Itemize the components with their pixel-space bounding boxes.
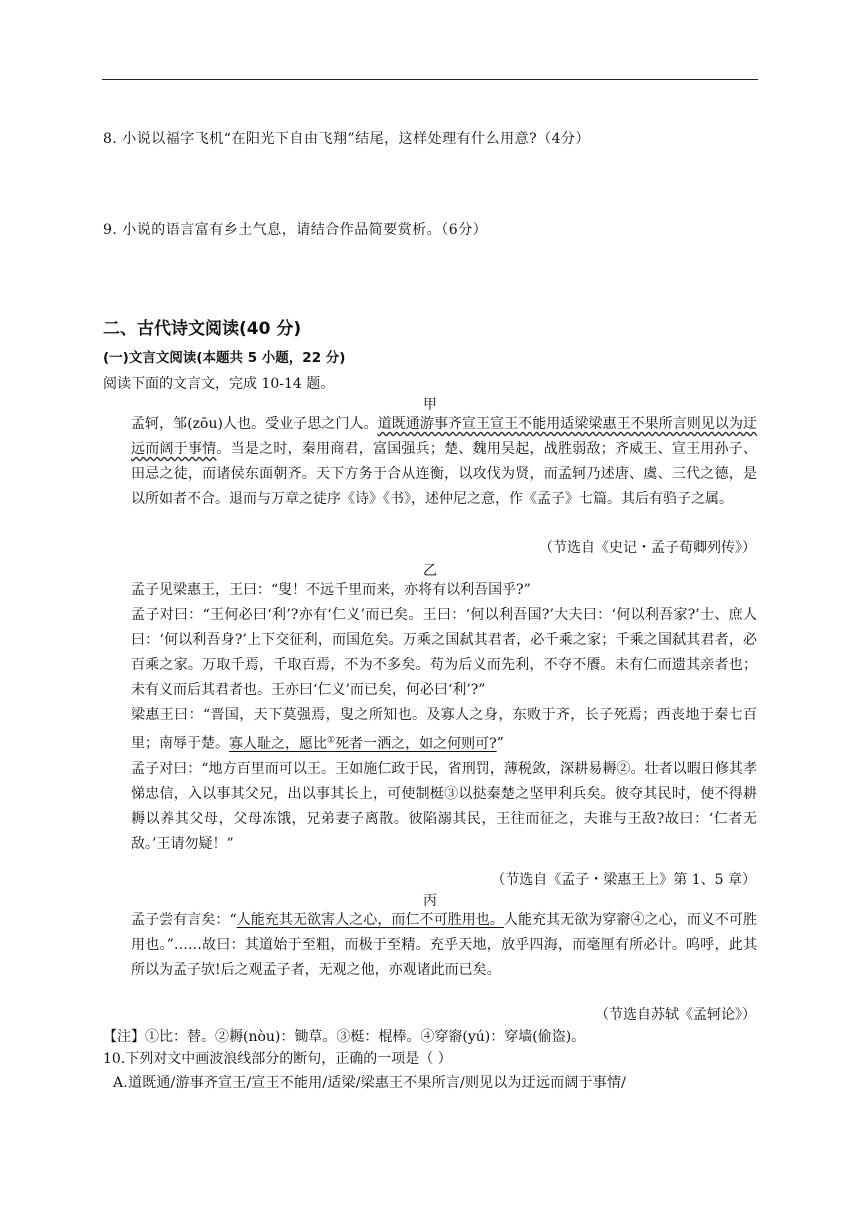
question-9: 9. 小说的语言富有乡土气息，请结合作品简要赏析。（6分） bbox=[103, 222, 488, 238]
source-jia: （节选自《史记・孟子荀卿列传》） bbox=[539, 540, 756, 556]
header-rule bbox=[102, 79, 758, 80]
question-8: 8. 小说以福字飞机“在阳光下自由飞翔”结尾，这样处理有什么用意?（4分） bbox=[103, 131, 591, 147]
passage-jia bbox=[103, 412, 757, 512]
yi-p3-underline-b: 死者一洒之，如之何则可? bbox=[335, 735, 497, 752]
bing-underline-text: 人能充其无欲害人之心，而仁不可胜用也。 bbox=[236, 912, 504, 928]
yi-paragraph-4: 孟子对曰：“地方百里而可以王。王如施仁政于民，省刑罚，薄税敛，深耕易耨②。壮者以暇日修其孝悌忠信，入以事其父兄，出以事其长上，可使制梃③以挞秦楚之坚甲利兵矣。彼夺其民时，使不得耕耨以养其父母，父母冻饿，兄弟妻子离散。彼陷溺其民，王往而征之，夫谁与王敌?故曰：‘仁者无敌。’王请勿疑！” bbox=[131, 760, 757, 852]
source-bing: （节选自苏轼《孟轲论》） bbox=[595, 1007, 756, 1023]
section-intro: 阅读下面的文言文，完成 10-14 题。 bbox=[103, 376, 335, 392]
footnotes: 【注】①比：替。②耨(nòu)：锄草。③梃：棍棒。④穿窬(yú)：穿墙(偷盗)。 bbox=[103, 1029, 586, 1045]
jia-text-start: 孟轲，邹(zōu)人也。受业子思之门人。 bbox=[131, 416, 378, 432]
section-subtitle: (一)文言文阅读(本题共 5 小题，22 分) bbox=[103, 350, 346, 366]
bing-text-rest: 人能充其无欲为穿窬④之心，而义不可胜用也。”……故曰：其道始于至粗，而极于至精。充乎天地，放乎四海，而毫厘有所必计。呜呼，此其所以为孟子欤!后之观孟子者，无观之他，亦观诸此而已矣。 bbox=[131, 912, 757, 978]
bing-text-start: 孟子尝有言矣：“ bbox=[131, 912, 237, 928]
passage-label-yi: 乙 bbox=[423, 563, 437, 579]
question-10-stem: 10.下列对文中画波浪线部分的断句，正确的一项是（ ） bbox=[103, 1051, 452, 1067]
yi-p3-end: ” bbox=[496, 735, 504, 752]
jia-text-rest: 。当是之时，秦用商君，富国强兵；楚、魏用吴起，战胜弱敌；齐威王、宣王用孙子、田忌之徒，而诸侯东面朝齐。天下方务于合从连衡，以攻伐为贤，而孟轲乃述唐、虞、三代之德，是以所如者不合。退而与万章之徒序《诗》《书》，述仲尼之意，作《孟子》七篇。其后有驺子之属。 bbox=[131, 441, 758, 507]
yi-paragraph-1: 孟子见梁惠王，王曰：“叟！不远千里而来，亦将有以利吾国乎?” bbox=[131, 582, 531, 598]
jia-wavy-text: 道既通游事齐宣王宣王不能用适梁梁惠王不果所言则见以为迂远而阔于事情 bbox=[131, 416, 758, 457]
passage-bing bbox=[103, 908, 757, 983]
passage-yi bbox=[103, 578, 757, 857]
yi-paragraph-2: 孟子对曰：“王何必曰‘利’?亦有‘仁义’而已矣。王曰：‘何以利吾国?’大夫曰：‘何以利吾家?’士、庶人曰：‘何以利吾身?’上下交征利，而国危矣。万乘之国弑其君者，必千乘之家；千乘之国弑其君者，必百乘之家。万取千焉，千取百焉，不为不多矣。苟为后义而先利，不夺不餍。未有仁而遗其亲者也；未有义而后其君者也。王亦曰‘仁义’而已矣，何必曰‘利’?” bbox=[131, 607, 757, 698]
question-10-option-a: A.道既通/游事齐宣王/宣王不能用/适梁/梁惠王不果所言/则见以为迂远而阔于事情/ bbox=[113, 1075, 627, 1091]
passage-label-bing: 丙 bbox=[423, 893, 437, 909]
yi-p3-underline bbox=[229, 736, 497, 752]
source-yi: （节选自《孟子・梁惠王上》第 1、5 章） bbox=[491, 872, 756, 888]
section-title: 二、古代诗文阅读(40 分) bbox=[103, 319, 302, 339]
yi-p3-underline-a: 寡人耻之，愿比 bbox=[229, 735, 327, 752]
footnote-ref-1: ① bbox=[327, 735, 336, 745]
yi-paragraph-3 bbox=[103, 703, 757, 757]
passage-label-jia: 甲 bbox=[423, 397, 437, 413]
yi-p3-start: 梁惠王曰：“晋国，天下莫强焉，叟之所知也。及寡人之身，东败于齐，长子死焉；西丧地于秦七百里；南辱于楚。 bbox=[131, 707, 757, 752]
